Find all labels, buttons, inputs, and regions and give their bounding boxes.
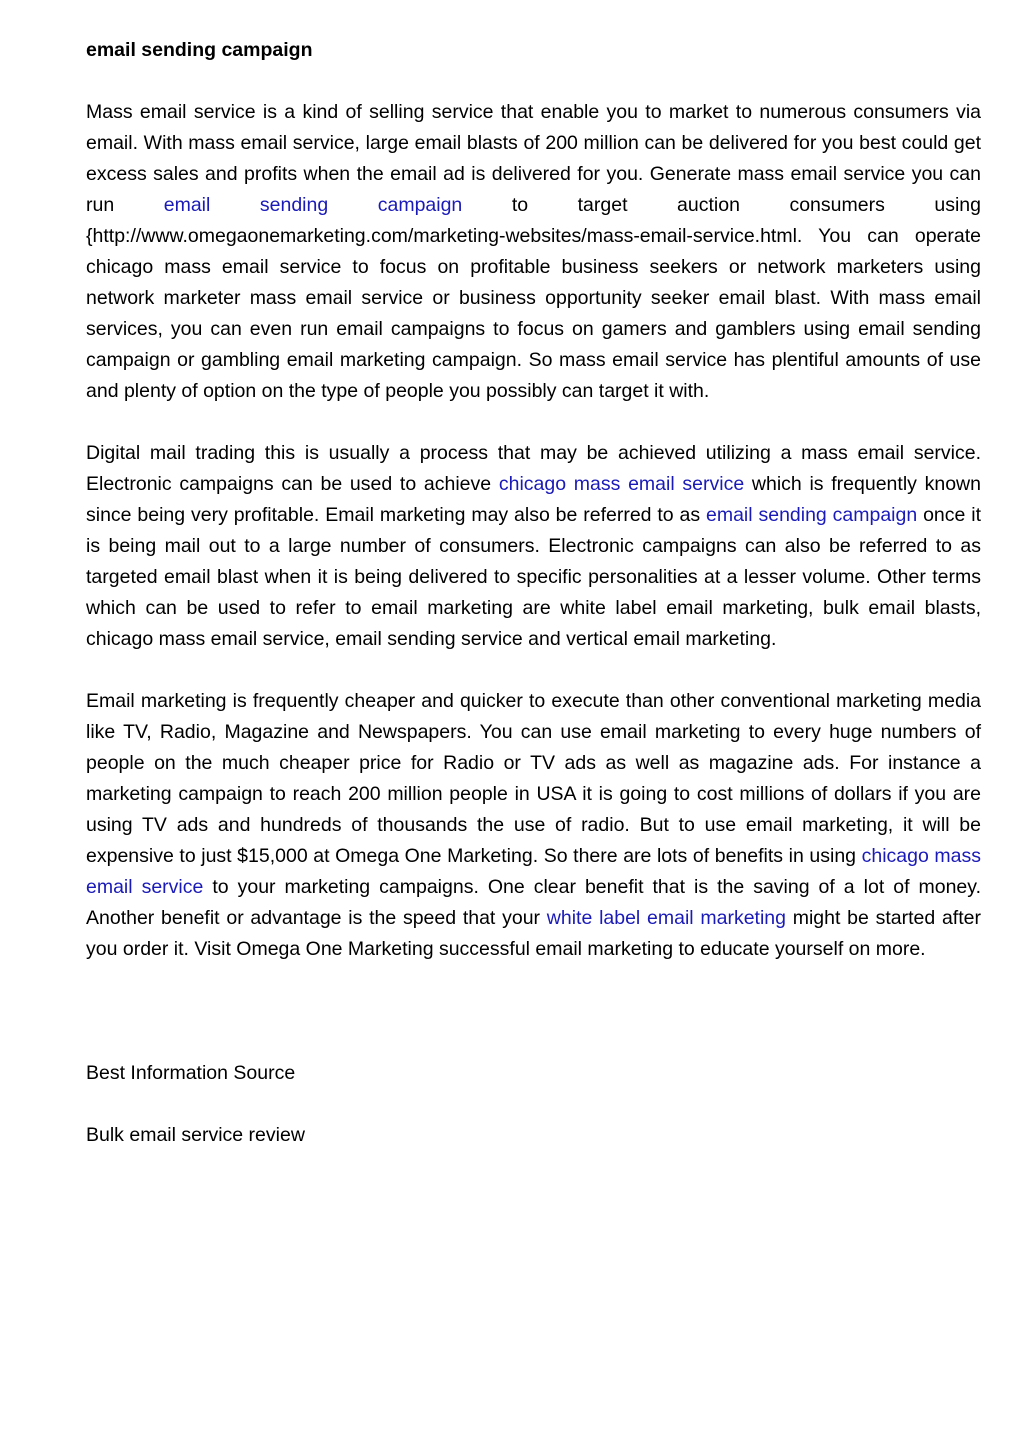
link-email-sending-campaign[interactable]: email sending campaign: [163, 194, 463, 216]
paragraph-text: once it is being mail out to a large number of consumers. Electronic campaigns can also be referred to as targeted email blast when it is being delivered to specific personalities at a lesser volume. Other terms which can be used to refer to email marketing are white label email marketing, bulk email blasts, chicago mass email service, email sending service and vertical email marketing.: [86, 504, 981, 650]
link-white-label-email-marketing[interactable]: white label email marketing: [546, 907, 786, 929]
paragraph-text: Digital mail trading this is usually a process that may be achieved utilizing a mass email service. Electronic campaigns can be used to achieve: [86, 442, 981, 495]
paragraph-text: to your marketing campaigns. One clear benefit that is the saving of a lot of money. Another benefit or advantage is the speed that your: [86, 876, 981, 929]
paragraph-text: might be started after you order it. Visit Omega One Marketing successful email marketing to educate yourself on more.: [86, 907, 981, 960]
paragraph-text: Mass email service is a kind of selling service that enable you to market to numerous consumers via email. With mass email service, large email blasts of 200 million can be delivered for you best could get excess sales and profits when the email ad is delivered for you. Generate mass email service you can run: [86, 101, 981, 216]
paragraph-3: [86, 686, 981, 965]
document-page: [86, 36, 981, 1182]
spacer: [86, 996, 981, 1058]
paragraph-text: Email marketing is frequently cheaper and quicker to execute than other conventional marketing media like TV, Radio, Magazine and Newspapers. You can use email marketing to every huge numbers of people on the much cheaper price for Radio or TV ads as well as magazine ads. For instance a marketing campaign to reach 200 million people in USA it is going to cost millions of dollars if you are using TV ads and hundreds of thousands the use of radio. But to use email marketing, it will be expensive to just $15,000 at Omega One Marketing. So there are lots of benefits in using: [86, 690, 981, 867]
footer-line-bulk-email-service-review: Bulk email service review: [86, 1124, 305, 1146]
paragraph-text: to target auction consumers using {http://www.omegaonemarketing.com/marketing-websites/mass-email-service.html. You can operate chicago mass email service to focus on profitable business seekers or network marketers using network marketer mass email service or business opportunity seeker email blast. With mass email services, you can even run email campaigns to focus on gamers and gamblers using email sending campaign or gambling email marketing campaign. So mass email service has plentiful amounts of use and plenty of option on the type of people you possibly can target it with.: [86, 194, 981, 402]
document-title: email sending campaign: [86, 39, 313, 61]
paragraph-1: [86, 97, 981, 407]
paragraph-2: [86, 438, 981, 655]
footer-line-best-information-source: Best Information Source: [86, 1062, 296, 1084]
link-chicago-mass-email-service[interactable]: chicago mass email service: [86, 845, 981, 898]
link-email-sending-campaign[interactable]: email sending campaign: [706, 504, 918, 526]
link-chicago-mass-email-service[interactable]: chicago mass email service: [498, 473, 745, 495]
paragraph-text: which is frequently known since being very profitable. Email marketing may also be referred to as: [86, 473, 981, 526]
